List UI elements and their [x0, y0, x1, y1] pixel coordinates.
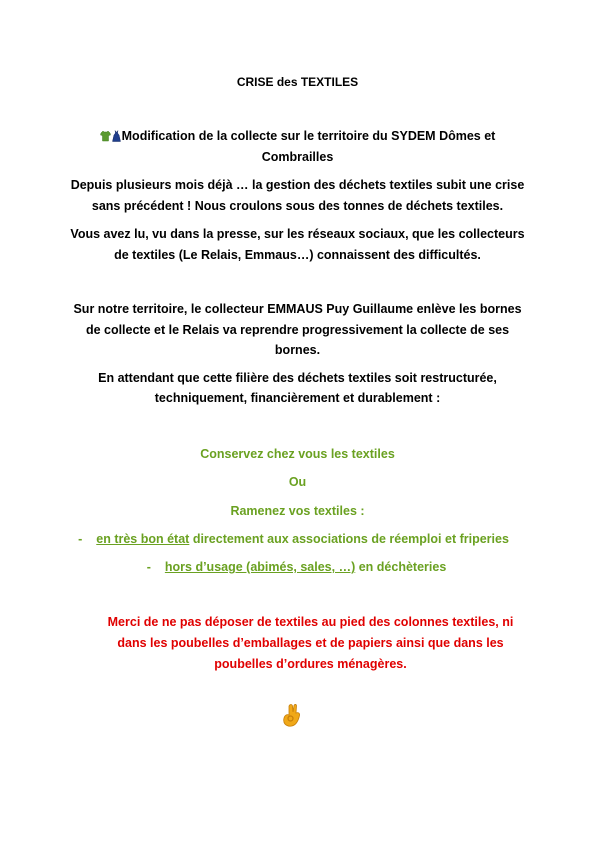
warning-line-1: Merci de ne pas déposer de textiles au pied des colonnes textiles, ni — [107, 615, 514, 629]
green-tshirt-icon — [100, 130, 111, 146]
heading-text-line-1: Modification de la collecte sur le territoire du SYDEM Dômes et — [121, 129, 496, 143]
document-title: CRISE des TEXTILES — [236, 75, 359, 89]
paragraph-4-line-1: En attendant que cette filière des déchets textiles soit restructurée, — [98, 371, 497, 385]
advice-item-1 — [0, 531, 591, 547]
advice-item-2 — [0, 559, 594, 575]
paragraph-1-line-2: sans précédent ! Nous croulons sous des tonnes de déchets textiles. — [91, 199, 504, 213]
bullet-dash: - — [78, 532, 83, 546]
paragraph-1-line-1: Depuis plusieurs mois déjà … la gestion des déchets textiles subit une crise — [70, 178, 525, 192]
paragraph-2-line-1: Vous avez lu, vu dans la presse, sur les réseaux sociaux, que les collecteurs — [70, 227, 525, 241]
paragraph-3-line-3: bornes. — [274, 343, 321, 357]
item-2-underlined: hors d’usage (abimés, sales, …) — [164, 560, 356, 574]
advice-bring: Ramenez vos textiles : — [230, 504, 365, 518]
advice-or: Ou — [288, 475, 307, 489]
heading-line-2: Combrailles — [261, 150, 334, 164]
advice-keep: Conservez chez vous les textiles — [200, 447, 395, 461]
heading-line-1 — [0, 128, 595, 146]
paragraph-2-line-2: de textiles (Le Relais, Emmaus…) connaissent des difficultés. — [114, 248, 481, 262]
warning-line-3: poubelles d’ordures ménagères. — [214, 657, 407, 671]
item-1-underlined: en très bon état — [96, 532, 190, 546]
paragraph-3-line-1: Sur notre territoire, le collecteur EMMAUS Puy Guillaume enlève les bornes — [73, 302, 522, 316]
bullet-dash: - — [146, 560, 151, 574]
ok-hand-icon — [281, 703, 303, 729]
paragraph-4-line-2: techniquement, financièrement et durablement : — [154, 391, 441, 405]
item-1-text: directement aux associations de réemploi et friperies — [189, 532, 509, 546]
paragraph-3-line-2: de collecte et le Relais va reprendre progressivement la collecte de ses — [85, 323, 510, 337]
blue-dress-icon — [111, 130, 122, 146]
warning-line-2: dans les poubelles d’emballages et de papiers ainsi que dans les — [117, 636, 504, 650]
item-2-text: en déchèteries — [355, 560, 447, 574]
